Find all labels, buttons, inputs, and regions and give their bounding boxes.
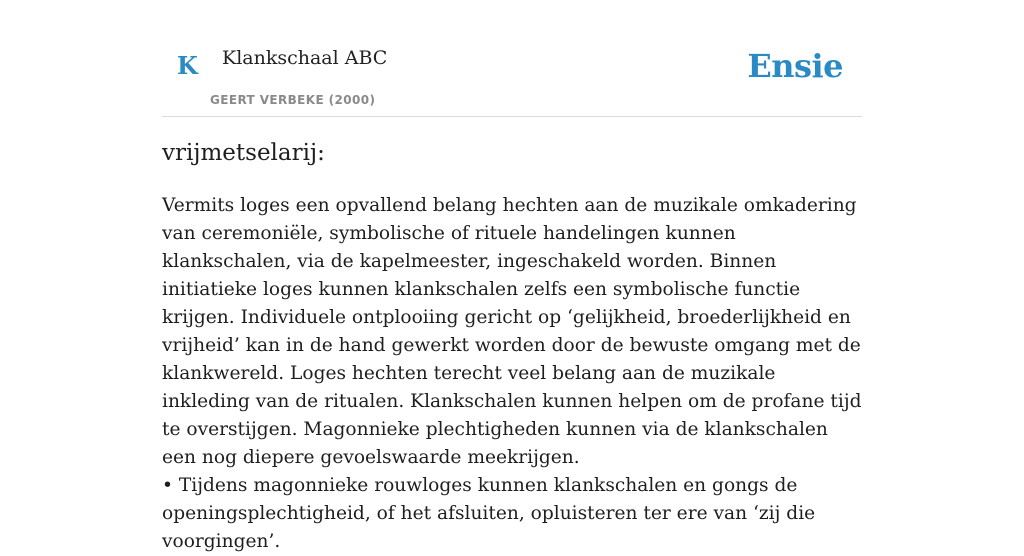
author-line: GEERT VERBEKE (2000): [210, 93, 376, 107]
book-logo-letter[interactable]: K: [177, 51, 198, 80]
entry-paragraph: Vermits loges een opvallend belang hechten aan de muzikale omkadering van ceremoniële, symbolische of rituele handelingen kunnen klankschalen, via de kapelmeester, ingeschakeld worden. Binnen initiatieke loges kunnen klankschalen zelfs een symbolische functie krijgen. Individuele ontplooiing gericht op ‘gelijkheid, broederlijkheid en vrijheid’ kan in de hand gewerkt worden door de bewuste omgang met de klankwereld. Loges hechten terecht veel belang aan de muzikale inkleding van de ritualen. Klankschalen kunnen helpen om de profane tijd te overstijgen. Magonnieke plechtigheden kunnen via de klankschalen een nog diepere gevoelswaarde meekrijgen.: [162, 195, 862, 468]
entry-term: vrijmetselarij:: [162, 140, 325, 166]
header: [162, 0, 862, 117]
book-title[interactable]: Klankschaal ABC: [222, 47, 388, 69]
entry-bullet-item: • Tijdens magonnieke rouwloges kunnen klankschalen en gongs de openingsplechtigheid, of het afsluiten, opluisteren ter ere van ‘zij die voorgingen’.: [162, 475, 816, 552]
ensie-logo[interactable]: Ensie: [747, 47, 843, 85]
